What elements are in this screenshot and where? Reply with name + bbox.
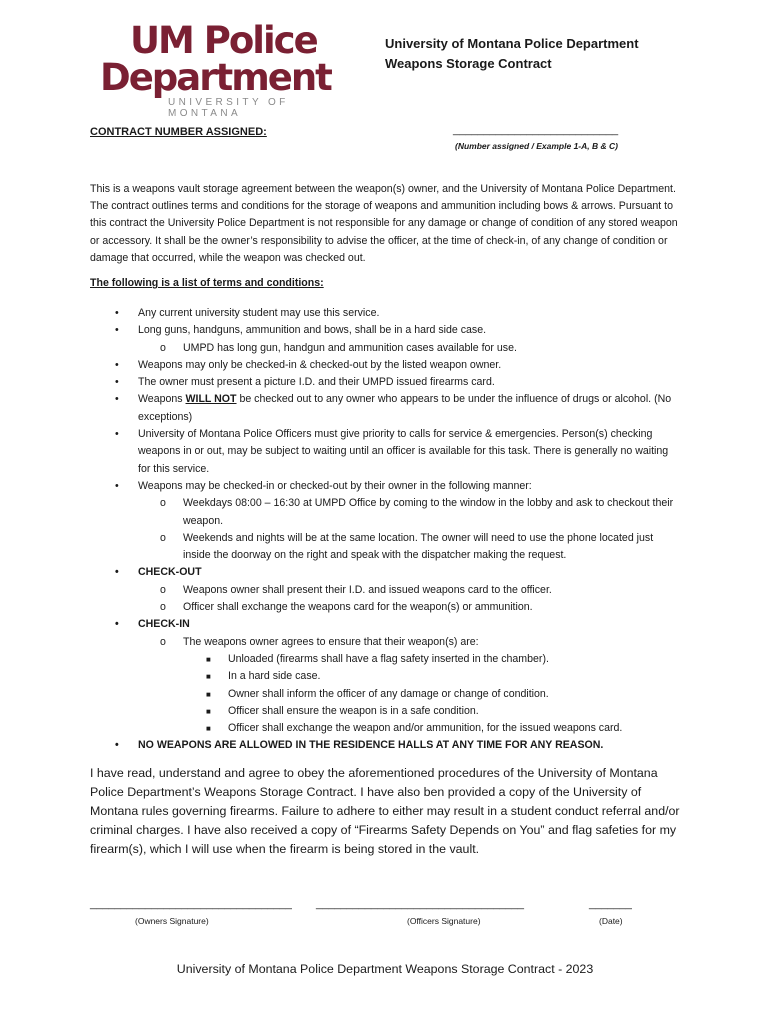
list-item: ■ Officer shall exchange the weapon and/or ammunition, for the issued weapons card.	[90, 720, 680, 737]
circle-bullet-icon: o	[160, 583, 166, 596]
list-item: • Weapons may only be checked-in & checked-out by the listed weapon owner.	[90, 357, 680, 374]
list-item: • Weapons WILL NOT be checked out to any owner who appears to be under the influence of drugs or alcohol. (No exceptions)	[115, 393, 672, 423]
circle-bullet-icon: o	[160, 531, 166, 544]
list-item: • University of Montana Police Officers must give priority to calls for service & emergencies. Person(s) checking weapons in or out, may be subject to waiting until an officer is available for this task. There is generally no waiting for this service.	[115, 428, 669, 475]
square-bullet-icon: ■	[206, 654, 211, 664]
bullet-icon: •	[115, 739, 119, 752]
circle-bullet-icon: o	[160, 601, 166, 614]
contract-number-field[interactable]: ___________________________	[453, 124, 619, 136]
title-line-1: University of Montana Police Department	[385, 36, 639, 51]
list-item: • NO WEAPONS ARE ALLOWED IN THE RESIDENCE HALLS AT ANY TIME FOR ANY REASON.	[90, 737, 680, 754]
owner-signature-label: (Owners Signature)	[135, 916, 209, 926]
bullet-icon: •	[115, 428, 119, 441]
list-item: o Weekdays 08:00 – 16:30 at UMPD Office by coming to the window in the lobby and ask to checkout their weapon.	[160, 497, 674, 527]
list-item: o Weekends and nights will be at the same location. The owner will need to use the phone located just inside the doorway on the right and speak with the dispatcher making the request.	[160, 531, 654, 562]
circle-bullet-icon: o	[160, 635, 166, 648]
logo-subtitle: UNIVERSITY OF MONTANA	[168, 97, 289, 119]
list-item: o UMPD has long gun, handgun and ammunition cases available for use.	[90, 340, 680, 357]
bullet-icon: •	[115, 358, 119, 371]
intro-paragraph: This is a weapons vault storage agreement between the weapon(s) owner, and the University of Montana Police Department. The contract outlines terms and conditions for the storage of weapons and ammunition including bows & arrows. Pursuant to this contract the University Police Department is not responsible for any damage or change of condition of any stored weapon or accessory. It shall be the owner’s responsibility to advise the officer, at the time of check-in, of any change of condition or damage that occurred, while the weapon was checked out.	[90, 183, 678, 264]
contract-number-label: CONTRACT NUMBER ASSIGNED:	[90, 126, 267, 138]
logo-text-line2: Department	[100, 56, 331, 99]
list-item: • CHECK-IN	[90, 616, 680, 633]
bullet-icon: •	[115, 393, 119, 406]
date-label: (Date)	[599, 916, 623, 926]
terms-heading: The following is a list of terms and conditions:	[90, 277, 324, 289]
list-item: o Weapons owner shall present their I.D. and issued weapons card to the officer.	[90, 582, 680, 599]
document-title	[385, 34, 639, 74]
square-bullet-icon: ■	[206, 689, 211, 699]
list-item: o The weapons owner agrees to ensure that their weapon(s) are:	[90, 634, 680, 651]
bullet-icon: •	[115, 324, 119, 337]
list-item: • The owner must present a picture I.D. and their UMPD issued firearms card.	[90, 374, 680, 391]
list-item: • Any current university student may use this service.	[90, 305, 680, 322]
logo-text-line1: UM Police	[130, 19, 317, 62]
department-logo	[100, 19, 340, 119]
square-bullet-icon: ■	[206, 706, 211, 716]
title-line-2: Weapons Storage Contract	[385, 56, 552, 71]
list-item: ■ Officer shall ensure the weapon is in a safe condition.	[90, 703, 680, 720]
square-bullet-icon: ■	[206, 724, 211, 734]
square-bullet-icon: ■	[206, 672, 211, 682]
bullet-icon: •	[115, 618, 119, 631]
bullet-icon: •	[115, 479, 119, 492]
owner-signature-field[interactable]: _________________________________	[90, 898, 292, 910]
list-item: o Officer shall exchange the weapons card for the weapon(s) or ammunition.	[90, 599, 680, 616]
bullet-icon: •	[115, 307, 119, 319]
circle-bullet-icon: o	[160, 497, 166, 510]
list-item: ■ Owner shall inform the officer of any damage or change of condition.	[90, 686, 680, 703]
list-item: • Long guns, handguns, ammunition and bows, shall be in a hard side case.	[90, 322, 680, 339]
contract-number-hint: (Number assigned / Example 1-A, B & C)	[455, 141, 618, 151]
list-item: ■ Unloaded (firearms shall have a flag safety inserted in the chamber).	[90, 651, 680, 668]
list-item: ■ In a hard side case.	[90, 668, 680, 685]
agreement-paragraph: I have read, understand and agree to obey the aforementioned procedures of the University of Montana Police Department’s Weapons Storage Contract. I have also ben provided a copy of the University of Montana rules governing firearms. Failure to adhere to either may result in a student conduct referral and/or criminal charges. I have also received a copy of “Firearms Safety Depends on You” and flag safeties for my firearm(s), which I will use when the firearm is being stored in the vault.	[90, 766, 680, 856]
officer-signature-field[interactable]: __________________________________	[316, 898, 525, 910]
terms-list	[90, 305, 680, 755]
officer-signature-label: (Officers Signature)	[407, 916, 481, 926]
page-footer: University of Montana Police Department Weapons Storage Contract - 2023	[176, 962, 594, 976]
bullet-icon: •	[115, 376, 119, 389]
circle-bullet-icon: o	[160, 341, 166, 354]
list-item: • CHECK-OUT	[90, 564, 680, 581]
list-item: • Weapons may be checked-in or checked-out by their owner in the following manner:	[90, 478, 680, 495]
date-field[interactable]: _______	[589, 898, 632, 910]
bullet-icon: •	[115, 566, 119, 579]
